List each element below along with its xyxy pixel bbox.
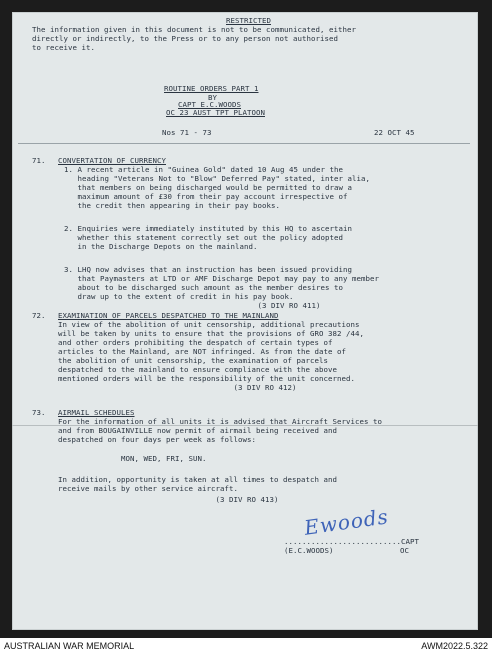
order-71-line: in the Discharge Depots on the mainland. (64, 242, 258, 251)
document-page (12, 12, 478, 630)
warning-line-1: The information given in this document is not to be communicated, either (32, 25, 356, 34)
order-71-line: 3. LHQ now advises that an instruction has been issued providing (64, 265, 352, 274)
order-73-days: MON, WED, FRI, SUN. (58, 454, 207, 463)
order-73-line: For the information of all units it is advised that Aircraft Services to (58, 417, 382, 426)
order-72-line: In view of the abolition of unit censorship, additional precautions (58, 320, 360, 329)
order-72-line: mentioned orders will be the responsibility of the unit concerned. (58, 374, 355, 383)
order-71-line: the credit then appearing in their pay books. (64, 201, 280, 210)
order-71-line: heading "Veterans Not to "Blow" Deferred Pay" stated, inter alia, (64, 174, 370, 183)
warning-line-3: to receive it. (32, 43, 95, 52)
order-72-line: despatched to the mainland to ensure compliance with the above (58, 365, 337, 374)
order-71-line: whether this statement correctly set out the policy adopted (64, 233, 343, 242)
order-71-line: that Paymasters at LTD or AMF Discharge Depot may pay to any member (64, 274, 379, 283)
order-71-line: 2. Enquiries were immediately instituted by this HQ to ascertain (64, 224, 352, 233)
order-73-line: In addition, opportunity is taken at all times to despatch and (58, 475, 337, 484)
footer-bar (0, 638, 492, 653)
signature-role: OC (400, 546, 409, 555)
restricted-label: RESTRICTED (226, 16, 271, 25)
handwritten-signature: Ewoods (302, 504, 391, 540)
signature-name: (E.C.WOODS) (284, 546, 334, 555)
order-71-number: 71. (32, 156, 46, 165)
footer-institution: AUSTRALIAN WAR MEMORIAL (4, 641, 135, 651)
order-73-reference: (3 DIV RO 413) (58, 495, 279, 504)
warning-line-2: directly or indirectly, to the Press or to any person not authorised (32, 34, 338, 43)
order-date: 22 OCT 45 (374, 128, 415, 137)
document-title: ROUTINE ORDERS PART 1 (164, 84, 259, 93)
header-rule (18, 143, 470, 144)
order-73-number: 73. (32, 408, 46, 417)
order-71-line: about to be discharged such amount as the member desires to (64, 283, 343, 292)
order-72-line: the abolition of unit censorship, the examination of parcels (58, 356, 328, 365)
order-71-line: draw up to the extent of credit in his pay book. (64, 292, 294, 301)
order-71-line: maximum amount of £30 from their pay account irrespective of (64, 192, 348, 201)
order-72-heading: EXAMINATION OF PARCELS DESPATCHED TO THE MAINLAND (58, 311, 279, 320)
order-73-line: despatched on four days per week as follows: (58, 435, 256, 444)
order-72-number: 72. (32, 311, 46, 320)
order-73-line: and from BOUGAINVILLE now permit of airmail being received and (58, 426, 337, 435)
title-officer: CAPT E.C.WOODS (178, 100, 241, 109)
order-72-line: will be taken by units to ensure that the provisions of GRO 382 /44, (58, 329, 364, 338)
order-72-line: and other orders prohibiting the despatch of certain types of (58, 338, 333, 347)
title-unit: OC 23 AUST TPT PLATOON (166, 108, 265, 117)
footer-accession-number: AWM2022.5.322 (421, 641, 488, 651)
signature-line: ..........................CAPT (284, 537, 419, 546)
order-71-line: 1. A recent article in "Guinea Gold" dated 10 Aug 45 under the (64, 165, 343, 174)
order-73-heading: AIRMAIL SCHEDULES (58, 408, 135, 417)
order-71-line: that members on being discharged would be permitted to draw a (64, 183, 352, 192)
title-by: BY (208, 93, 217, 102)
order-72-reference: (3 DIV RO 412) (58, 383, 297, 392)
order-71-reference: (3 DIV RO 411) (64, 301, 321, 310)
order-72-line: articles to the Mainland, are NOT infringed. As from the date of (58, 347, 346, 356)
order-numbers: Nos 71 - 73 (162, 128, 212, 137)
order-73-line: receive mails by other service aircraft. (58, 484, 238, 493)
order-71-heading: CONVERTATION OF CURRENCY (58, 156, 166, 165)
